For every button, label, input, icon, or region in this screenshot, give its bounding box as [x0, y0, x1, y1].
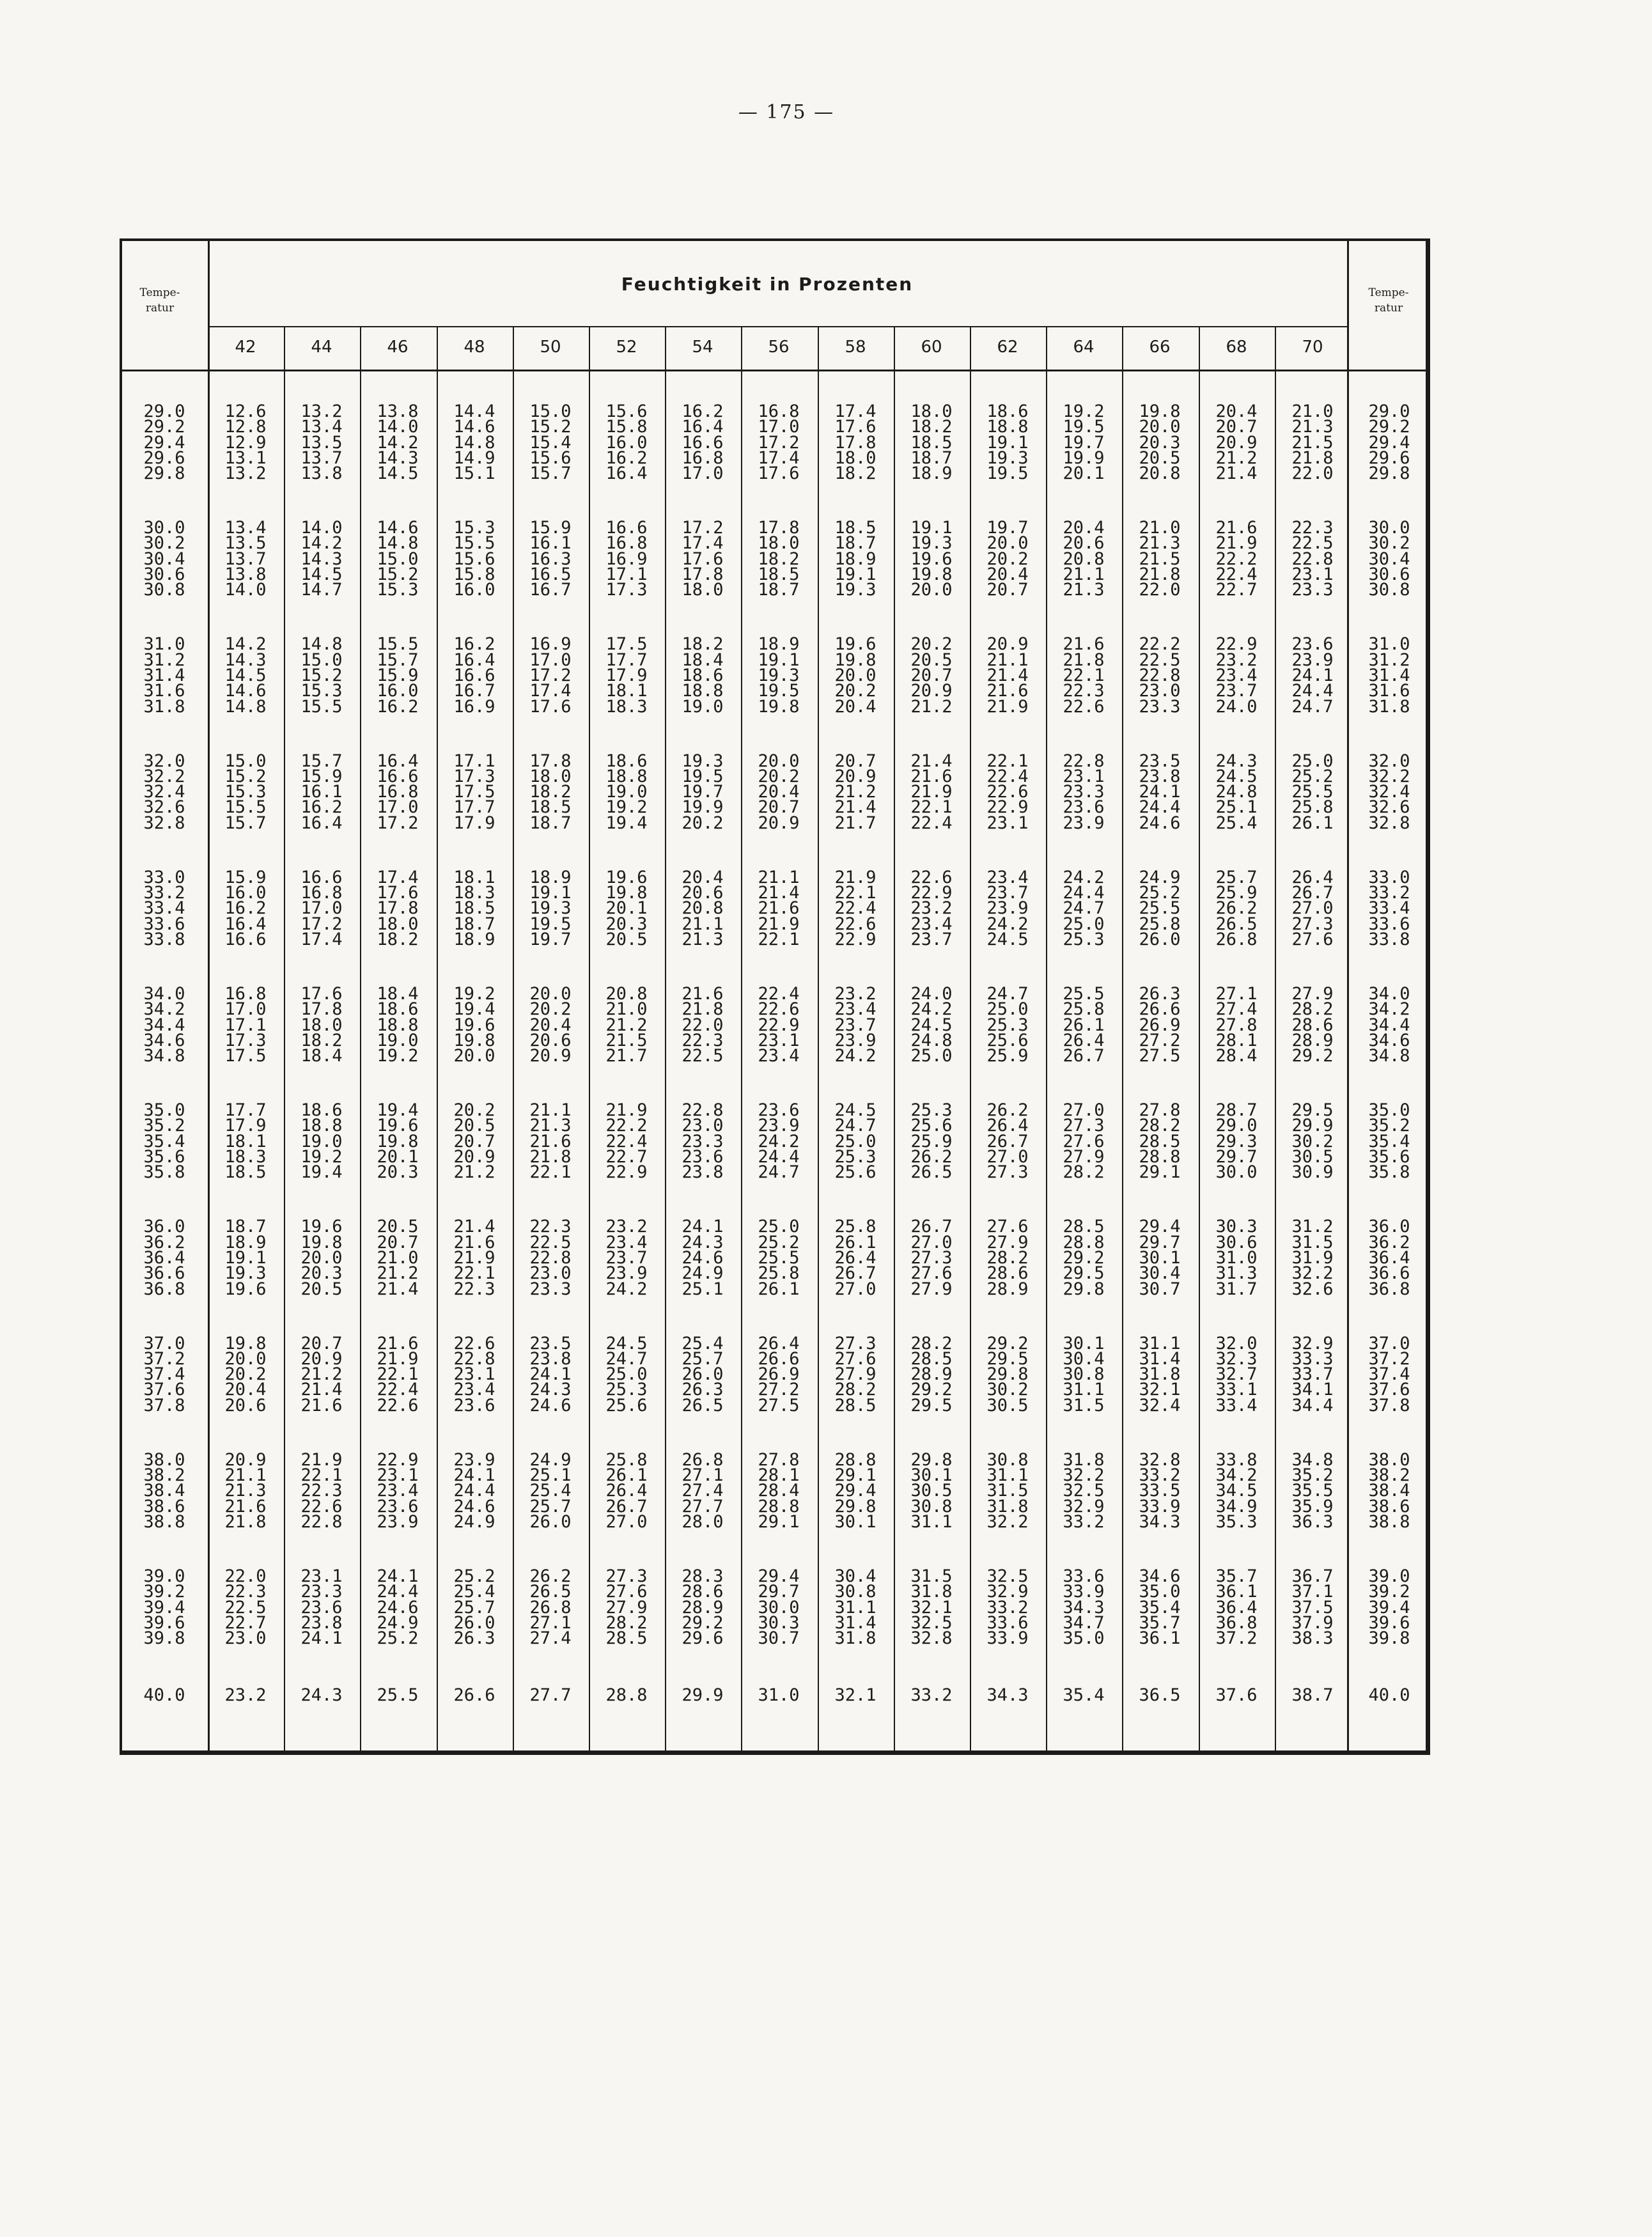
humidity-value-cell: 22.8 23.0 23.3 23.6 23.8	[682, 1100, 724, 1183]
humidity-value-cell: 27.0 27.3 27.6 27.9 28.2	[1063, 1100, 1105, 1183]
humidity-value-cell: 20.4 20.7 20.9 21.2 21.4	[1215, 401, 1258, 484]
humidity-value-cell: 19.1 19.3 19.6 19.8 20.0	[910, 518, 953, 600]
humidity-value-cell: 14.8 15.0 15.2 15.3 15.5	[300, 634, 343, 717]
humidity-value-cell: 36.5	[1139, 1685, 1181, 1706]
humidity-value-cell: 20.7 20.9 21.2 21.4 21.7	[834, 751, 877, 833]
humidity-value-cell: 27.3 27.6 27.9 28.2 28.5	[605, 1566, 648, 1649]
column-header: 46	[387, 338, 409, 357]
temperature-header-left-line2: ratur	[145, 302, 175, 315]
humidity-value-cell: 24.7 25.0 25.3 25.6 25.9	[986, 984, 1029, 1066]
humidity-value-cell: 14.0 14.2 14.3 14.5 14.7	[300, 518, 343, 600]
humidity-value-cell: 22.6 22.8 23.1 23.4 23.6	[453, 1333, 495, 1415]
humidity-value-cell: 19.6 19.8 20.1 20.3 20.5	[605, 867, 648, 949]
humidity-value-cell: 26.2 26.5 26.8 27.1 27.4	[529, 1566, 572, 1649]
temperature-cell-left: 34.0 34.2 34.4 34.6 34.8	[143, 984, 185, 1066]
humidity-value-cell: 18.1 18.3 18.5 18.7 18.9	[453, 867, 495, 949]
humidity-value-cell: 30.1 30.4 30.8 31.1 31.5	[1063, 1333, 1105, 1415]
humidity-value-cell: 29.8 30.1 30.5 30.8 31.1	[910, 1449, 953, 1532]
humidity-value-cell: 23.9 24.1 24.4 24.6 24.9	[453, 1449, 495, 1532]
humidity-value-cell: 24.0 24.2 24.5 24.8 25.0	[910, 984, 953, 1066]
humidity-value-cell: 24.5 24.7 25.0 25.3 25.6	[605, 1333, 648, 1415]
humidity-value-cell: 14.6 14.8 15.0 15.2 15.3	[377, 518, 419, 600]
humidity-value-cell: 21.1 21.4 21.6 21.9 22.1	[758, 867, 800, 949]
humidity-value-cell: 18.2 18.4 18.6 18.8 19.0	[682, 634, 724, 717]
humidity-value-cell: 22.8 23.1 23.3 23.6 23.9	[1063, 751, 1105, 833]
humidity-value-cell: 17.6 17.8 18.0 18.2 18.4	[300, 984, 343, 1066]
humidity-value-cell: 22.3 22.5 22.8 23.0 23.3	[529, 1217, 572, 1299]
humidity-value-cell: 25.0 25.2 25.5 25.8 26.1	[758, 1217, 800, 1299]
humidity-value-cell: 22.0 22.3 22.5 22.7 23.0	[224, 1566, 267, 1649]
humidity-value-cell: 18.9 19.1 19.3 19.5 19.8	[758, 634, 800, 717]
humidity-value-cell: 19.8 20.0 20.2 20.4 20.6	[224, 1333, 267, 1415]
temperature-cell-left: 39.0 39.2 39.4 39.6 39.8	[143, 1566, 185, 1649]
humidity-value-cell: 33.2	[910, 1685, 953, 1706]
humidity-value-cell: 29.4 29.7 30.0 30.3 30.7	[758, 1566, 800, 1649]
humidity-value-cell: 23.2 23.4 23.7 23.9 24.2	[834, 984, 877, 1066]
humidity-value-cell: 25.4 25.7 26.0 26.3 26.5	[682, 1333, 724, 1415]
humidity-value-cell: 13.2 13.4 13.5 13.7 13.8	[300, 401, 343, 484]
humidity-value-cell: 21.6 21.8 22.0 22.3 22.5	[682, 984, 724, 1066]
humidity-value-cell: 25.2 25.4 25.7 26.0 26.3	[453, 1566, 495, 1649]
humidity-value-cell: 25.5	[377, 1685, 419, 1706]
temperature-header-right-line1: Tempe-	[1368, 286, 1409, 299]
temperature-cell-right: 40.0	[1368, 1685, 1410, 1706]
humidity-value-cell: 22.2 22.5 22.8 23.0 23.3	[1139, 634, 1181, 717]
humidity-value-cell: 33.8 34.2 34.5 34.9 35.3	[1215, 1449, 1258, 1532]
humidity-value-cell: 24.3	[300, 1685, 343, 1706]
temperature-cell-left: 38.0 38.2 38.4 38.6 38.8	[143, 1449, 185, 1532]
humidity-value-cell: 20.4 20.6 20.8 21.1 21.3	[682, 867, 724, 949]
humidity-value-cell: 32.8 33.2 33.5 33.9 34.3	[1139, 1449, 1181, 1532]
temperature-cell-left: 29.0 29.2 29.4 29.6 29.8	[143, 401, 185, 484]
humidity-value-cell: 21.6 21.8 22.1 22.3 22.6	[1063, 634, 1105, 717]
temperature-cell-left: 40.0	[143, 1685, 185, 1706]
temperature-cell-right: 34.0 34.2 34.4 34.6 34.8	[1368, 984, 1410, 1066]
humidity-value-cell: 17.1 17.3 17.5 17.7 17.9	[453, 751, 495, 833]
humidity-value-cell: 20.4 20.6 20.8 21.1 21.3	[1063, 518, 1105, 600]
humidity-value-cell: 22.3 22.5 22.8 23.1 23.3	[1291, 518, 1334, 600]
humidity-value-cell: 28.2 28.5 28.9 29.2 29.5	[910, 1333, 953, 1415]
humidity-value-cell: 20.0 20.2 20.4 20.7 20.9	[758, 751, 800, 833]
humidity-value-cell: 30.3 30.6 31.0 31.3 31.7	[1215, 1217, 1258, 1299]
temperature-cell-left: 32.0 32.2 32.4 32.6 32.8	[143, 751, 185, 833]
temperature-cell-right: 29.0 29.2 29.4 29.6 29.8	[1368, 401, 1410, 484]
column-header: 48	[464, 338, 485, 357]
humidity-value-cell: 21.6 21.9 22.2 22.4 22.7	[1215, 518, 1258, 600]
humidity-value-cell: 26.2 26.4 26.7 27.0 27.3	[986, 1100, 1029, 1183]
humidity-value-cell: 19.4 19.6 19.8 20.1 20.3	[377, 1100, 419, 1183]
humidity-value-cell: 23.6 23.9 24.1 24.4 24.7	[1291, 634, 1334, 717]
humidity-value-cell: 29.5 29.9 30.2 30.5 30.9	[1291, 1100, 1334, 1183]
humidity-value-cell: 16.2 16.4 16.6 16.8 17.0	[682, 401, 724, 484]
humidity-value-cell: 19.2 19.4 19.6 19.8 20.0	[453, 984, 495, 1066]
humidity-value-cell: 26.4 26.6 26.9 27.2 27.5	[758, 1333, 800, 1415]
humidity-value-cell: 21.0 21.3 21.5 21.8 22.0	[1291, 401, 1334, 484]
humidity-value-cell: 17.2 17.4 17.6 17.8 18.0	[682, 518, 724, 600]
humidity-value-cell: 34.6 35.0 35.4 35.7 36.1	[1139, 1566, 1181, 1649]
humidity-value-cell: 24.2 24.4 24.7 25.0 25.3	[1063, 867, 1105, 949]
humidity-value-cell: 23.2 23.4 23.7 23.9 24.2	[605, 1217, 648, 1299]
humidity-value-cell: 19.2 19.5 19.7 19.9 20.1	[1063, 401, 1105, 484]
humidity-value-cell: 29.9	[682, 1685, 724, 1706]
humidity-value-cell: 17.5 17.7 17.9 18.1 18.3	[605, 634, 648, 717]
humidity-value-cell: 19.6 19.8 20.0 20.3 20.5	[300, 1217, 343, 1299]
humidity-value-cell: 17.8 18.0 18.2 18.5 18.7	[529, 751, 572, 833]
humidity-value-cell: 23.5 23.8 24.1 24.4 24.6	[1139, 751, 1181, 833]
humidity-value-cell: 28.3 28.6 28.9 29.2 29.6	[682, 1566, 724, 1649]
humidity-value-cell: 34.3	[986, 1685, 1029, 1706]
table-title: Feuchtigkeit in Prozenten	[621, 274, 914, 295]
humidity-value-cell: 26.7 27.0 27.3 27.6 27.9	[910, 1217, 953, 1299]
humidity-value-cell: 15.3 15.5 15.6 15.8 16.0	[453, 518, 495, 600]
humidity-value-cell: 27.6 27.9 28.2 28.6 28.9	[986, 1217, 1029, 1299]
humidity-value-cell: 24.5 24.7 25.0 25.3 25.6	[834, 1100, 877, 1183]
column-header: 62	[997, 338, 1018, 357]
humidity-value-cell: 22.9 23.2 23.4 23.7 24.0	[1215, 634, 1258, 717]
humidity-value-cell: 20.0 20.2 20.4 20.6 20.9	[529, 984, 572, 1066]
humidity-value-cell: 16.8 17.0 17.2 17.4 17.6	[758, 401, 800, 484]
temperature-cell-right: 31.0 31.2 31.4 31.6 31.8	[1368, 634, 1410, 717]
humidity-value-cell: 23.1 23.3 23.6 23.8 24.1	[300, 1566, 343, 1649]
humidity-value-cell: 31.1 31.4 31.8 32.1 32.4	[1139, 1333, 1181, 1415]
humidity-value-cell: 17.4 17.6 17.8 18.0 18.2	[377, 867, 419, 949]
humidity-value-cell: 19.6 19.8 20.0 20.2 20.4	[834, 634, 877, 717]
temperature-cell-right: 32.0 32.2 32.4 32.6 32.8	[1368, 751, 1410, 833]
column-header: 64	[1073, 338, 1095, 357]
humidity-value-cell: 34.8 35.2 35.5 35.9 36.3	[1291, 1449, 1334, 1532]
column-header: 58	[845, 338, 866, 357]
temperature-cell-right: 30.0 30.2 30.4 30.6 30.8	[1368, 518, 1410, 600]
column-header: 42	[235, 338, 256, 357]
humidity-value-cell: 25.0 25.2 25.5 25.8 26.1	[1291, 751, 1334, 833]
humidity-value-cell: 23.5 23.8 24.1 24.3 24.6	[529, 1333, 572, 1415]
humidity-value-cell: 18.6 18.8 19.0 19.2 19.4	[605, 751, 648, 833]
humidity-value-cell: 16.4 16.6 16.8 17.0 17.2	[377, 751, 419, 833]
humidity-value-cell: 14.4 14.6 14.8 14.9 15.1	[453, 401, 495, 484]
humidity-value-cell: 16.6 16.8 16.9 17.1 17.3	[605, 518, 648, 600]
humidity-value-cell: 36.7 37.1 37.5 37.9 38.3	[1291, 1566, 1334, 1649]
humidity-value-cell: 15.9 16.1 16.3 16.5 16.7	[529, 518, 572, 600]
humidity-value-cell: 27.8 28.1 28.4 28.8 29.1	[758, 1449, 800, 1532]
humidity-value-cell: 31.8 32.2 32.5 32.9 33.2	[1063, 1449, 1105, 1532]
humidity-value-cell: 22.6 22.9 23.2 23.4 23.7	[910, 867, 953, 949]
column-header: 54	[692, 338, 713, 357]
humidity-value-cell: 24.9 25.1 25.4 25.7 26.0	[529, 1449, 572, 1532]
humidity-value-cell: 20.2 20.5 20.7 20.9 21.2	[453, 1100, 495, 1183]
humidity-value-cell: 19.7 20.0 20.2 20.4 20.7	[986, 518, 1029, 600]
humidity-value-cell: 21.9 22.1 22.3 22.6 22.8	[300, 1449, 343, 1532]
temperature-header-right	[1350, 285, 1427, 316]
humidity-value-cell: 16.6 16.8 17.0 17.2 17.4	[300, 867, 343, 949]
humidity-value-cell: 29.4 29.7 30.1 30.4 30.7	[1139, 1217, 1181, 1299]
humidity-value-cell: 20.2 20.5 20.7 20.9 21.2	[910, 634, 953, 717]
humidity-value-cell: 27.3 27.6 27.9 28.2 28.5	[834, 1333, 877, 1415]
temperature-cell-right: 39.0 39.2 39.4 39.6 39.8	[1368, 1566, 1410, 1649]
grid-line-horizontal	[120, 370, 1430, 371]
humidity-value-cell: 24.3 24.5 24.8 25.1 25.4	[1215, 751, 1258, 833]
humidity-value-cell: 19.8 20.0 20.3 20.5 20.8	[1139, 401, 1181, 484]
humidity-value-cell: 21.0 21.3 21.5 21.8 22.0	[1139, 518, 1181, 600]
humidity-value-cell: 21.9 22.2 22.4 22.7 22.9	[605, 1100, 648, 1183]
humidity-value-cell: 13.4 13.5 13.7 13.8 14.0	[224, 518, 267, 600]
humidity-value-cell: 28.8 29.1 29.4 29.8 30.1	[834, 1449, 877, 1532]
temperature-cell-right: 35.0 35.2 35.4 35.6 35.8	[1368, 1100, 1410, 1183]
humidity-value-cell: 23.2	[224, 1685, 267, 1706]
humidity-value-cell: 26.3 26.6 26.9 27.2 27.5	[1139, 984, 1181, 1066]
humidity-value-cell: 15.5 15.7 15.9 16.0 16.2	[377, 634, 419, 717]
temperature-header-left	[121, 285, 198, 316]
temperature-cell-right: 33.0 33.2 33.4 33.6 33.8	[1368, 867, 1410, 949]
humidity-value-cell: 24.9 25.2 25.5 25.8 26.0	[1139, 867, 1181, 949]
temperature-cell-left: 33.0 33.2 33.4 33.6 33.8	[143, 867, 185, 949]
humidity-value-cell: 20.9 21.1 21.4 21.6 21.9	[986, 634, 1029, 717]
humidity-value-cell: 27.7	[529, 1685, 572, 1706]
humidity-value-cell: 27.8 28.2 28.5 28.8 29.1	[1139, 1100, 1181, 1183]
humidity-value-cell: 17.8 18.0 18.2 18.5 18.7	[758, 518, 800, 600]
humidity-value-cell: 25.7 25.9 26.2 26.5 26.8	[1215, 867, 1258, 949]
humidity-value-cell: 26.4 26.7 27.0 27.3 27.6	[1291, 867, 1334, 949]
humidity-value-cell: 32.5 32.9 33.2 33.6 33.9	[986, 1566, 1029, 1649]
humidity-value-cell: 35.4	[1063, 1685, 1105, 1706]
humidity-value-cell: 24.1 24.3 24.6 24.9 25.1	[682, 1217, 724, 1299]
humidity-value-cell: 21.4 21.6 21.9 22.1 22.3	[453, 1217, 495, 1299]
humidity-value-cell: 28.5 28.8 29.2 29.5 29.8	[1063, 1217, 1105, 1299]
humidity-value-cell: 31.2 31.5 31.9 32.2 32.6	[1291, 1217, 1334, 1299]
temperature-header-left-line1: Tempe-	[139, 286, 180, 299]
humidity-value-cell: 30.8 31.1 31.5 31.8 32.2	[986, 1449, 1029, 1532]
temperature-cell-left: 31.0 31.2 31.4 31.6 31.8	[143, 634, 185, 717]
humidity-value-cell: 25.8 26.1 26.4 26.7 27.0	[605, 1449, 648, 1532]
humidity-value-cell: 30.4 30.8 31.1 31.4 31.8	[834, 1566, 877, 1649]
humidity-value-cell: 16.2 16.4 16.6 16.7 16.9	[453, 634, 495, 717]
humidity-value-cell: 21.9 22.1 22.4 22.6 22.9	[834, 867, 877, 949]
humidity-value-cell: 22.1 22.4 22.6 22.9 23.1	[986, 751, 1029, 833]
column-header: 44	[311, 338, 332, 357]
humidity-value-cell: 20.9 21.1 21.3 21.6 21.8	[224, 1449, 267, 1532]
temperature-cell-left: 30.0 30.2 30.4 30.6 30.8	[143, 518, 185, 600]
humidity-value-cell: 20.7 20.9 21.2 21.4 21.6	[300, 1333, 343, 1415]
humidity-value-cell: 17.4 17.6 17.8 18.0 18.2	[834, 401, 877, 484]
humidity-value-cell: 26.6	[453, 1685, 495, 1706]
humidity-value-cell: 20.5 20.7 21.0 21.2 21.4	[377, 1217, 419, 1299]
humidity-value-cell: 21.4 21.6 21.9 22.1 22.4	[910, 751, 953, 833]
temperature-cell-left: 35.0 35.2 35.4 35.6 35.8	[143, 1100, 185, 1183]
temperature-cell-right: 37.0 37.2 37.4 37.6 37.8	[1368, 1333, 1410, 1415]
humidity-value-cell: 35.7 36.1 36.4 36.8 37.2	[1215, 1566, 1258, 1649]
humidity-value-cell: 31.0	[758, 1685, 800, 1706]
temperature-cell-right: 36.0 36.2 36.4 36.6 36.8	[1368, 1217, 1410, 1299]
humidity-value-cell: 25.5 25.8 26.1 26.4 26.7	[1063, 984, 1105, 1066]
humidity-value-cell: 12.6 12.8 12.9 13.1 13.2	[224, 401, 267, 484]
humidity-value-cell: 33.6 33.9 34.3 34.7 35.0	[1063, 1566, 1105, 1649]
humidity-value-cell: 25.8 26.1 26.4 26.7 27.0	[834, 1217, 877, 1299]
humidity-value-cell: 18.6 18.8 19.1 19.3 19.5	[986, 401, 1029, 484]
column-header: 66	[1149, 338, 1171, 357]
humidity-value-cell: 27.9 28.2 28.6 28.9 29.2	[1291, 984, 1334, 1066]
humidity-value-cell: 32.1	[834, 1685, 877, 1706]
temperature-header-right-line2: ratur	[1374, 302, 1403, 315]
humidity-value-cell: 18.9 19.1 19.3 19.5 19.7	[529, 867, 572, 949]
humidity-value-cell: 15.0 15.2 15.4 15.6 15.7	[529, 401, 572, 484]
humidity-value-cell: 15.6 15.8 16.0 16.2 16.4	[605, 401, 648, 484]
humidity-value-cell: 25.3 25.6 25.9 26.2 26.5	[910, 1100, 953, 1183]
humidity-value-cell: 19.3 19.5 19.7 19.9 20.2	[682, 751, 724, 833]
humidity-value-cell: 21.6 21.9 22.1 22.4 22.6	[377, 1333, 419, 1415]
humidity-value-cell: 28.7 29.0 29.3 29.7 30.0	[1215, 1100, 1258, 1183]
humidity-value-cell: 15.9 16.0 16.2 16.4 16.6	[224, 867, 267, 949]
humidity-value-cell: 22.4 22.6 22.9 23.1 23.4	[758, 984, 800, 1066]
humidity-value-cell: 16.8 17.0 17.1 17.3 17.5	[224, 984, 267, 1066]
humidity-value-cell: 26.8 27.1 27.4 27.7 28.0	[682, 1449, 724, 1532]
humidity-value-cell: 32.9 33.3 33.7 34.1 34.4	[1291, 1333, 1334, 1415]
temperature-cell-right: 38.0 38.2 38.4 38.6 38.8	[1368, 1449, 1410, 1532]
humidity-value-cell: 37.6	[1215, 1685, 1258, 1706]
column-header: 52	[616, 338, 637, 357]
column-header: 68	[1226, 338, 1247, 357]
humidity-value-cell: 13.8 14.0 14.2 14.3 14.5	[377, 401, 419, 484]
humidity-value-cell: 31.5 31.8 32.1 32.5 32.8	[910, 1566, 953, 1649]
humidity-value-cell: 38.7	[1291, 1685, 1334, 1706]
humidity-value-cell: 23.6 23.9 24.2 24.4 24.7	[758, 1100, 800, 1183]
page-number: — 175 —	[738, 101, 835, 123]
humidity-value-cell: 17.7 17.9 18.1 18.3 18.5	[224, 1100, 267, 1183]
humidity-value-cell: 28.8	[605, 1685, 648, 1706]
humidity-value-cell: 14.2 14.3 14.5 14.6 14.8	[224, 634, 267, 717]
temperature-cell-left: 36.0 36.2 36.4 36.6 36.8	[143, 1217, 185, 1299]
humidity-value-cell: 18.4 18.6 18.8 19.0 19.2	[377, 984, 419, 1066]
grid-line-horizontal	[208, 326, 1347, 327]
humidity-value-cell: 18.5 18.7 18.9 19.1 19.3	[834, 518, 877, 600]
humidity-value-cell: 18.6 18.8 19.0 19.2 19.4	[300, 1100, 343, 1183]
humidity-value-cell: 21.1 21.3 21.6 21.8 22.1	[529, 1100, 572, 1183]
humidity-value-cell: 18.7 18.9 19.1 19.3 19.6	[224, 1217, 267, 1299]
column-header: 70	[1302, 338, 1323, 357]
humidity-value-cell: 15.0 15.2 15.3 15.5 15.7	[224, 751, 267, 833]
humidity-value-cell: 18.0 18.2 18.5 18.7 18.9	[910, 401, 953, 484]
temperature-cell-left: 37.0 37.2 37.4 37.6 37.8	[143, 1333, 185, 1415]
humidity-value-cell: 23.4 23.7 23.9 24.2 24.5	[986, 867, 1029, 949]
humidity-value-cell: 27.1 27.4 27.8 28.1 28.4	[1215, 984, 1258, 1066]
column-header: 50	[540, 338, 561, 357]
column-header: 56	[768, 338, 790, 357]
humidity-value-cell: 20.8 21.0 21.2 21.5 21.7	[605, 984, 648, 1066]
column-header: 60	[921, 338, 942, 357]
humidity-value-cell: 22.9 23.1 23.4 23.6 23.9	[377, 1449, 419, 1532]
humidity-value-cell: 29.2 29.5 29.8 30.2 30.5	[986, 1333, 1029, 1415]
humidity-value-cell: 24.1 24.4 24.6 24.9 25.2	[377, 1566, 419, 1649]
humidity-value-cell: 16.9 17.0 17.2 17.4 17.6	[529, 634, 572, 717]
humidity-value-cell: 15.7 15.9 16.1 16.2 16.4	[300, 751, 343, 833]
humidity-value-cell: 32.0 32.3 32.7 33.1 33.4	[1215, 1333, 1258, 1415]
